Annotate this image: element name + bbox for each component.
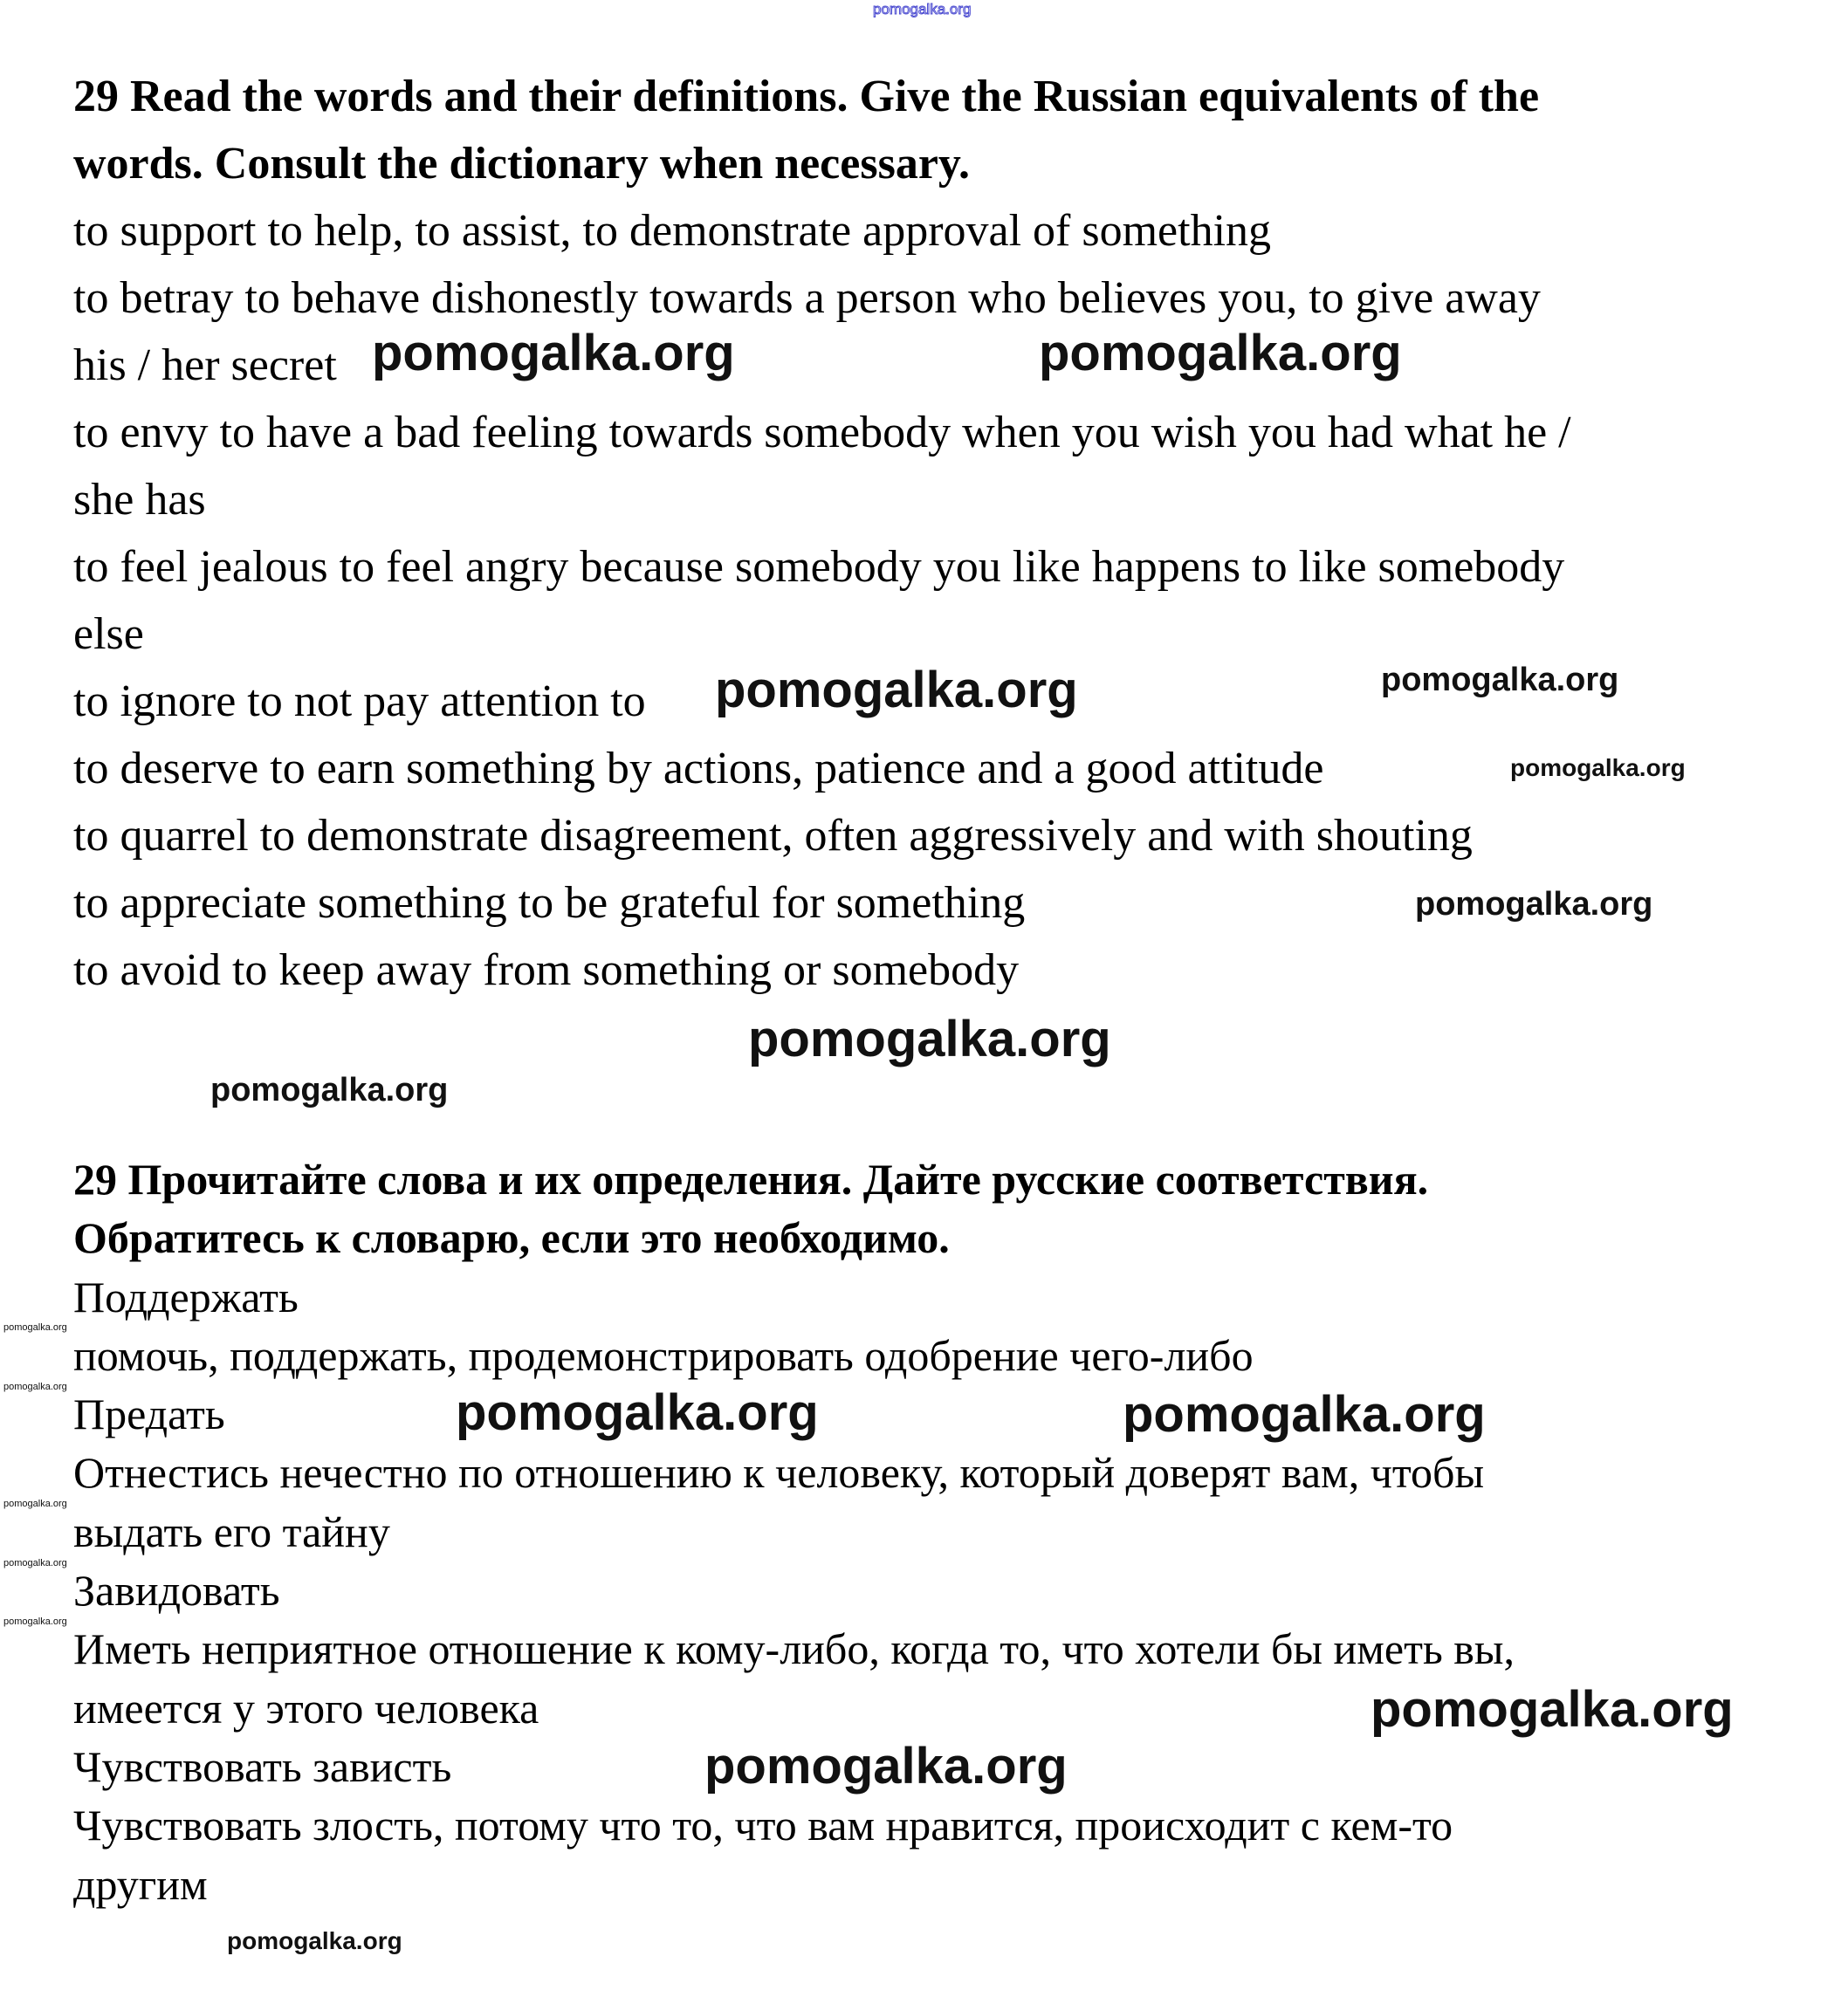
translation-line: другим (73, 1859, 208, 1909)
watermark: pomogalka.org (873, 1, 972, 17)
translation-line: Чувствовать злость, потому что то, что вам нравится, происходит с кем-то (73, 1801, 1453, 1850)
watermark: pomogalka.org (1371, 1681, 1734, 1738)
watermark: pomogalka.org (1123, 1386, 1486, 1443)
translation-line: Поддержать (73, 1272, 299, 1321)
watermark: pomogalka.org (3, 1499, 67, 1509)
definition-line: his / her secret (73, 340, 337, 390)
definition-line: to quarrel to demonstrate disagreement, often aggressively and with shouting (73, 811, 1473, 861)
translation-line: Отнестись нечестно по отношению к человеку, который доверят вам, чтобы (73, 1448, 1485, 1498)
watermark: pomogalka.org (704, 1738, 1068, 1795)
translation-line: Чувствовать зависть (73, 1741, 452, 1791)
definition-line: to feel jealous to feel angry because somebody you like happens to like somebody (73, 542, 1565, 592)
definition-line: to envy to have a bad feeling towards somebody when you wish you had what he / (73, 408, 1571, 457)
watermark: pomogalka.org (210, 1072, 449, 1108)
definition-line: to ignore to not pay attention to (73, 676, 646, 726)
watermark: pomogalka.org (372, 325, 735, 381)
translation-line: помочь, поддержать, продемонстрировать одобрение чего-либо (73, 1330, 1254, 1380)
definition-line: else (73, 609, 144, 659)
definition-line: to support to help, to assist, to demonstrate approval of something (73, 206, 1272, 256)
definition-line: to betray to behave dishonestly towards a person who believes you, to give away (73, 273, 1541, 323)
watermark: pomogalka.org (1381, 662, 1619, 698)
definition-line: to appreciate something to be grateful for something (73, 878, 1026, 928)
watermark: pomogalka.org (715, 662, 1078, 718)
translation-line: Предать (73, 1390, 225, 1439)
exercise-heading: 29 Прочитайте слова и их определения. Дайте русские соответствия. (73, 1155, 1429, 1204)
translation-line: Иметь неприятное отношение к кому-либо, когда то, что хотели бы иметь вы, (73, 1624, 1515, 1674)
watermark: pomogalka.org (1039, 325, 1402, 381)
definition-line: to avoid to keep away from something or somebody (73, 945, 1020, 995)
watermark: pomogalka.org (3, 1616, 67, 1627)
translation-line: Завидовать (73, 1566, 280, 1616)
watermark: pomogalka.org (3, 1322, 67, 1333)
exercise-heading: 29 Read the words and their definitions. Give the Russian equivalents of the (73, 72, 1540, 121)
translation-line: выдать его тайну (73, 1507, 390, 1556)
russian-exercise (73, 1150, 1515, 1914)
watermark: pomogalka.org (1510, 754, 1686, 781)
watermark: pomogalka.org (227, 1927, 402, 1954)
watermark: pomogalka.org (748, 1011, 1111, 1067)
definition-line: she has (73, 475, 206, 525)
watermark: pomogalka.org (456, 1384, 819, 1441)
watermark: pomogalka.org (1415, 886, 1653, 923)
definition-line: to deserve to earn something by actions, patience and a good attitude (73, 744, 1324, 793)
watermark: pomogalka.org (3, 1558, 67, 1568)
english-exercise (73, 63, 1571, 1004)
exercise-heading: words. Consult the dictionary when necessary. (73, 139, 971, 189)
watermark: pomogalka.org (3, 1382, 67, 1392)
exercise-heading: Обратитесь к словарю, если это необходимо. (73, 1213, 950, 1263)
translation-line: имеется у этого человека (73, 1683, 539, 1733)
